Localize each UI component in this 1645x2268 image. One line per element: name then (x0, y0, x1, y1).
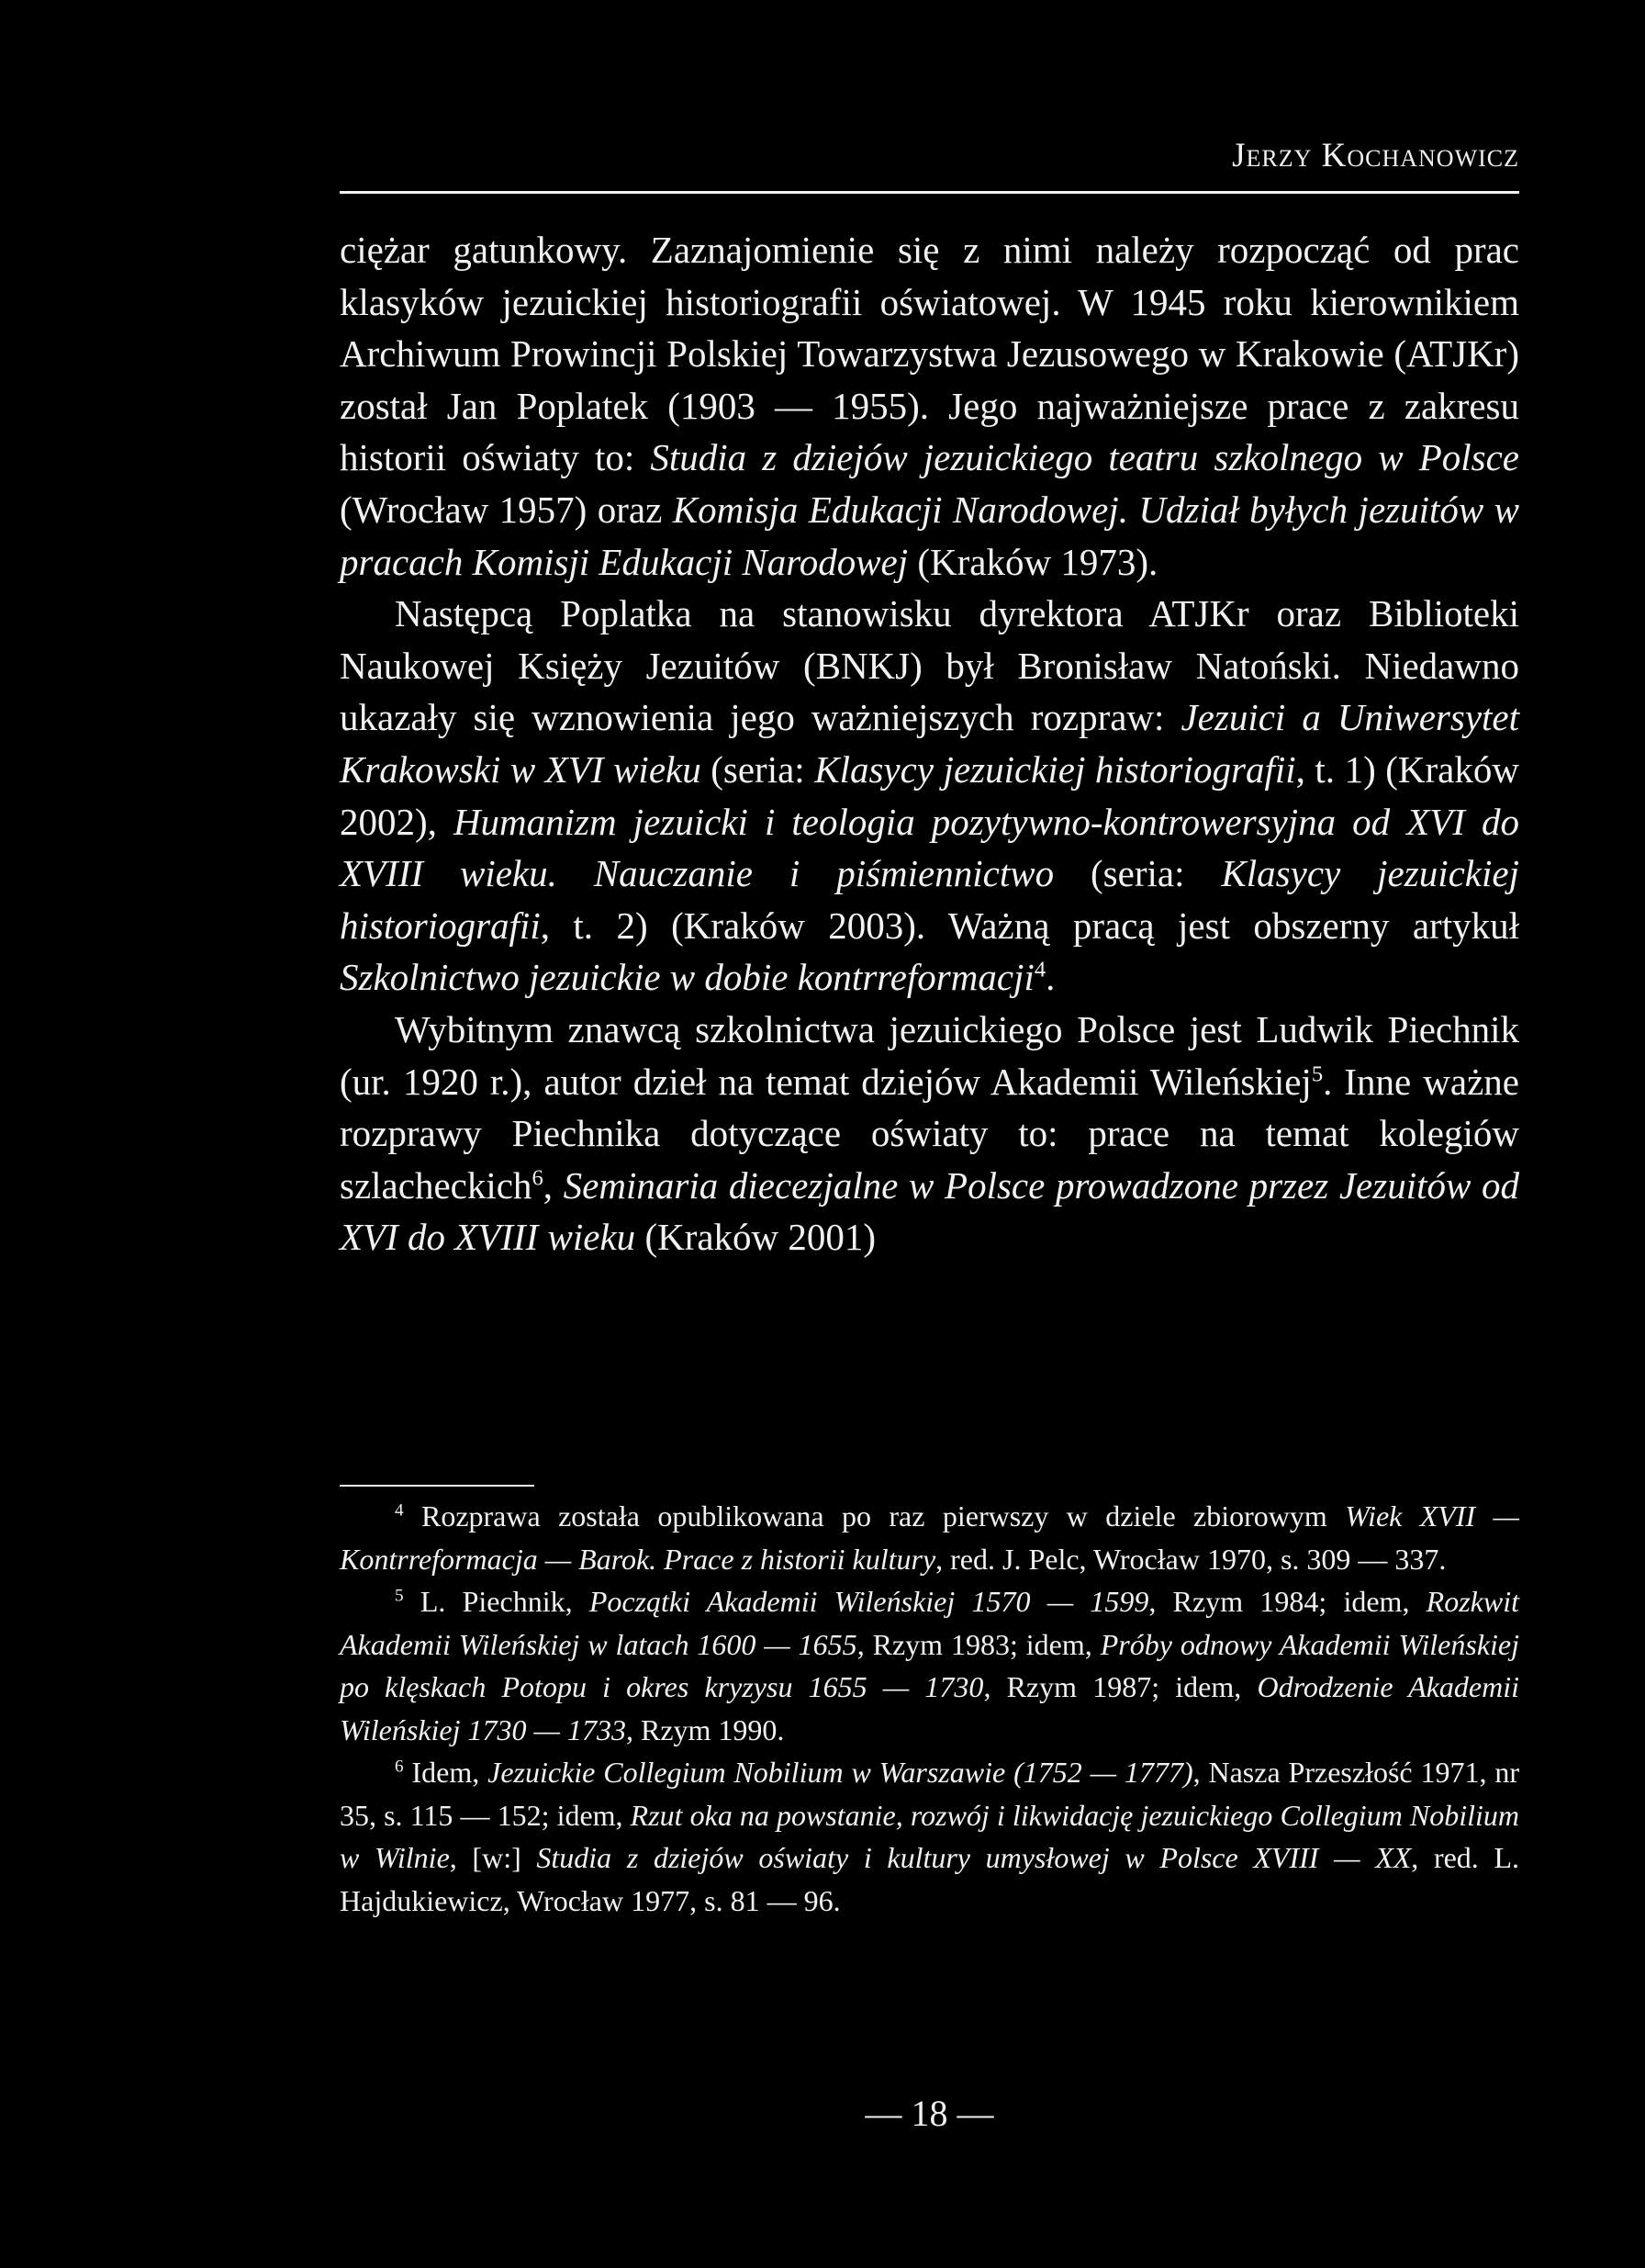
paragraph (340, 588, 1519, 1004)
italic-title: Odrodzenie Akademii Wileńskiej 1730 — 1733 (340, 1670, 1520, 1746)
text-run: , Rzym 1983; idem, (856, 1627, 1101, 1661)
text-run: (seria: (700, 747, 815, 791)
text-run: Wybitnym znawcą szkolnictwa jezuickiego Polsce jest Ludwik Piechnik (ur. 1920 r.), autor dzieł na temat dziejów Akademii Wileńskiej (340, 1007, 1519, 1103)
text-run: , red. L. Hajdukiewicz, Wrocław 1977, s. 81 — 96. (340, 1841, 1519, 1917)
italic-title: Rzut oka na powstanie, rozwój i likwidację jezuickiego Collegium Nobilium w Wilnie (340, 1798, 1520, 1874)
text-run: (Kraków 1973). (908, 540, 1158, 583)
text-run: . (1046, 956, 1056, 999)
text-run: (Wrocław 1957) oraz (340, 488, 673, 531)
italic-title: Rozkwit Akademii Wileńskiej w latach 1600 — 1655 (340, 1585, 1519, 1661)
header-rule (340, 191, 1519, 194)
italic-title: Próby odnowy Akademii Wileńskiej po klęskach Potopu i okres kryzysu 1655 — 1730 (340, 1627, 1520, 1703)
italic-title: Jezuickie Collegium Nobilium w Warszawie (1752 — 1777) (487, 1756, 1193, 1789)
footnote-ref: 5 (395, 1586, 404, 1606)
text-run: L. Piechnik, (403, 1585, 589, 1618)
italic-title: Szkolnictwo jezuickie w dobie kontrreformacji (340, 956, 1035, 999)
text-run: (seria: (1054, 852, 1222, 895)
text-run: . Inne ważne rozprawy Piechnika dotyczące oświaty to: prace na temat kolegiów szlacheckich (340, 1060, 1519, 1207)
footnote-ref: 4 (395, 1500, 404, 1521)
footnote-ref: 6 (532, 1165, 543, 1191)
text-run: (Kraków 2001) (635, 1216, 877, 1259)
italic-title: Wiek XVII — Kontrreformacja — Barok. Prace z historii kultury (340, 1499, 1520, 1576)
text-run: , Rzym 1984; idem, (1148, 1585, 1427, 1618)
footnote-ref: 4 (1034, 957, 1046, 982)
footnotes (340, 1495, 1519, 1922)
main-text (340, 224, 1519, 1263)
footnote (340, 1751, 1519, 1922)
footnote (340, 1580, 1519, 1751)
italic-title: Jezuici a Uniwersytet Krakowski w XVI wieku (340, 696, 1520, 791)
text-run: Następcą Poplatka na stanowisku dyrektora ATJKr oraz Biblioteki Naukowej Księży Jezuitów (BNKJ) był Bronisław Natoński. Niedawno ukazały się wznowienia jego ważniejszych rozpraw: (340, 592, 1519, 739)
paragraph (340, 224, 1519, 588)
italic-title: Humanizm jezuicki i teologia pozytywno-kontrowersyjna od XVI do XVIII wieku. Nauczanie i piśmiennictwo (340, 800, 1519, 895)
italic-title: Studia z dziejów oświaty i kultury umysłowej w Polsce XVIII — XX (536, 1841, 1412, 1874)
running-head: Jerzy Kochanowicz (1232, 137, 1519, 174)
footnote-ref: 6 (395, 1757, 404, 1777)
text-run: , [w:] (449, 1841, 537, 1874)
text-run: , Nasza Przeszłość 1971, nr 35, s. 115 — 152; idem, (340, 1756, 1520, 1832)
text-run: , (543, 1163, 564, 1207)
footnote (340, 1495, 1519, 1580)
text-run: Idem, (403, 1756, 488, 1789)
text-run: , red. J. Pelc, Wrocław 1970, s. 309 — 337. (935, 1542, 1447, 1576)
italic-title: Początki Akademii Wileńskiej 1570 — 1599 (588, 1585, 1149, 1618)
text-run: , Rzym 1990. (625, 1712, 785, 1746)
paragraph (340, 1004, 1519, 1263)
footnote-rule (340, 1485, 534, 1487)
italic-title: Studia z dziejów jezuickiego teatru szkolnego w Polsce (650, 436, 1519, 479)
italic-title: Klasycy jezuickiej historiografii (814, 747, 1296, 791)
page-number: — 18 — (865, 2093, 994, 2134)
italic-title: Klasycy jezuickiej historiografii (340, 852, 1519, 947)
text-run: , t. 2) (Kraków 2003). Ważną pracą jest obszerny artykuł (540, 904, 1519, 947)
italic-title: Komisja Edukacji Narodowej. Udział byłych jezuitów w pracach Komisji Edukacji Narodowej (340, 488, 1519, 583)
text-run: , t. 1) (Kraków 2002), (340, 747, 1519, 843)
text-run: , Rzym 1987; idem, (983, 1670, 1258, 1703)
footnote-ref: 5 (1311, 1061, 1324, 1086)
text-run: Rozprawa została opublikowana po raz pierwszy w dziele zbiorowym (403, 1499, 1346, 1533)
italic-title: Seminaria diecezjalne w Polsce prowadzone przez Jezuitów od XVI do XVIII wieku (340, 1163, 1520, 1259)
text-run: ciężar gatunkowy. Zaznajomienie się z nimi należy rozpocząć od prac klasyków jezuickiej historiografii oświatowej. W 1945 roku kierownikiem Archiwum Prowincji Polskiej Towarzystwa Jezusowego w Krakowie (ATJKr) został Jan Poplatek (1903 — 1955). Jego najważniejsze prace z zakresu historii oświaty to: (340, 229, 1519, 479)
